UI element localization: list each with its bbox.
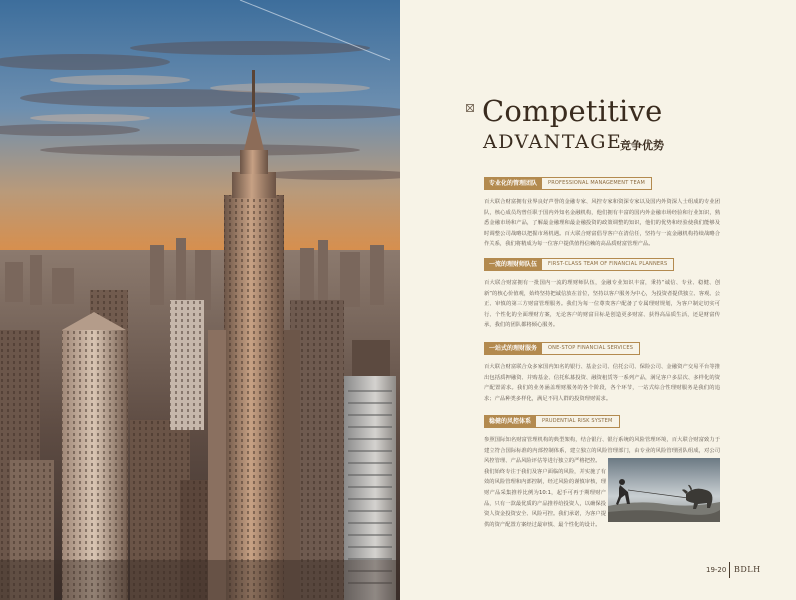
section-title-cn: 一站式的理财服务 (484, 342, 542, 355)
section-one-stop-services (484, 342, 720, 404)
page-numbers: 19-20 (706, 566, 727, 574)
title-ornament-icon (466, 104, 474, 112)
section-title-cn: 稳健的风控体系 (484, 415, 536, 428)
man-and-bull-photo (608, 458, 720, 522)
section-header (484, 415, 720, 428)
section-title-cn: 专业化的管理团队 (484, 177, 542, 190)
section-body: 百大联合财富拥有业界良好声誉的金融专家、风控专家和资深专家以及国内外资深人士组成的专业团队，核心成员均曾任职于国内外知名金融机构，他们拥有丰富的国内外金融市场经验和行业知识，熟悉金融市场和产品，了解最金融理和最金融投资的政策调整的知识，他们的优势和经验使我们能够及时调整公司战略以把握市场机遇。百大联合财富倡导客户在清信任，坚持与一流金融机构持续战略合作关系，我们将精成为每一位客户提供值得信赖的高品质财富管理产品。 (484, 199, 720, 248)
section-body: 参照国际知名财富管理机构的典型架构，结合银行、银行系统的风险管理环境，百大联合财富致力于建立符合国际标准的内部控制体系，建立独立的风险管理部门，由专业的风险管理团队组成，对公司风控管理、产品风险评估等进行独立的严格把控。 (484, 437, 720, 465)
section-title-en: PRUDENTIAL RISK SYSTEM (536, 415, 620, 428)
section-header (484, 258, 720, 271)
page-title: Competitive (482, 94, 663, 128)
section-title-cn: 一流的理财师队伍 (484, 258, 542, 271)
section-title-en: FIRST-CLASS TEAM OF FINANCIAL PLANNERS (542, 258, 674, 271)
page-subtitle: ADVANTAGE (483, 131, 623, 153)
footer-divider (729, 562, 730, 578)
section-financial-planners (484, 258, 720, 331)
section-header (484, 177, 720, 190)
section-body: 百大联合财富拥有一批国内一流的理财师队伍，金融专业知识丰富，秉持“诚信、专业、稳健、创新”的核心价值观，始终坚持把诚信放在首位，坚持以客户服务为中心，为投资者提供独立、客观、公正、审慎的第三方财富管理服务。我们为每一位尊贵客户配备了专属理财规划，为客户制定切实可行、个性化的全面理财方案，无论客户的财富目标是创造更多财富、获得高品质生活，还是财富传承，我们的团队都将倾心服务。 (484, 280, 720, 329)
section-title-en: PROFESSIONAL MANAGEMENT TEAM (542, 177, 652, 190)
section-body: 百大联合财富联合众多家国内知名的银行、基金公司、信托公司、保险公司、金融资产交易平台等推出包括质押融资、并购基金、信托私募投资、融资租赁等一系列产品，满足客户多层次、多样化的资产配置需求。我们的业务涵盖理财服务的各个阶段，各个环节，一站式综合性理财服务是我们的追求；产品种类多样化，满足不同人群的投资理财需求。 (484, 364, 720, 402)
section-title-en: ONE-STOP FINANCIAL SERVICES (542, 342, 640, 355)
section-header (484, 342, 720, 355)
page-subtitle-cn: 竞争优势 (620, 139, 664, 152)
section-management-team (484, 177, 720, 250)
brand-name: BDLH (734, 565, 761, 574)
section-body-continued: 我们始终专注于我们及客户面临的风险，并实施了有效的风险管理和内部控制，经过风险的谨慎审核，理财产品采集推荐比例为10:1，起手可再于期理财产品，只有一款最优质的产品推荐给投资人，以确保投资人资金投资安全、风险可控。我们承诺，为客户提供的资产配置方案经过最审慎、最个性化的设计。 (484, 468, 606, 528)
